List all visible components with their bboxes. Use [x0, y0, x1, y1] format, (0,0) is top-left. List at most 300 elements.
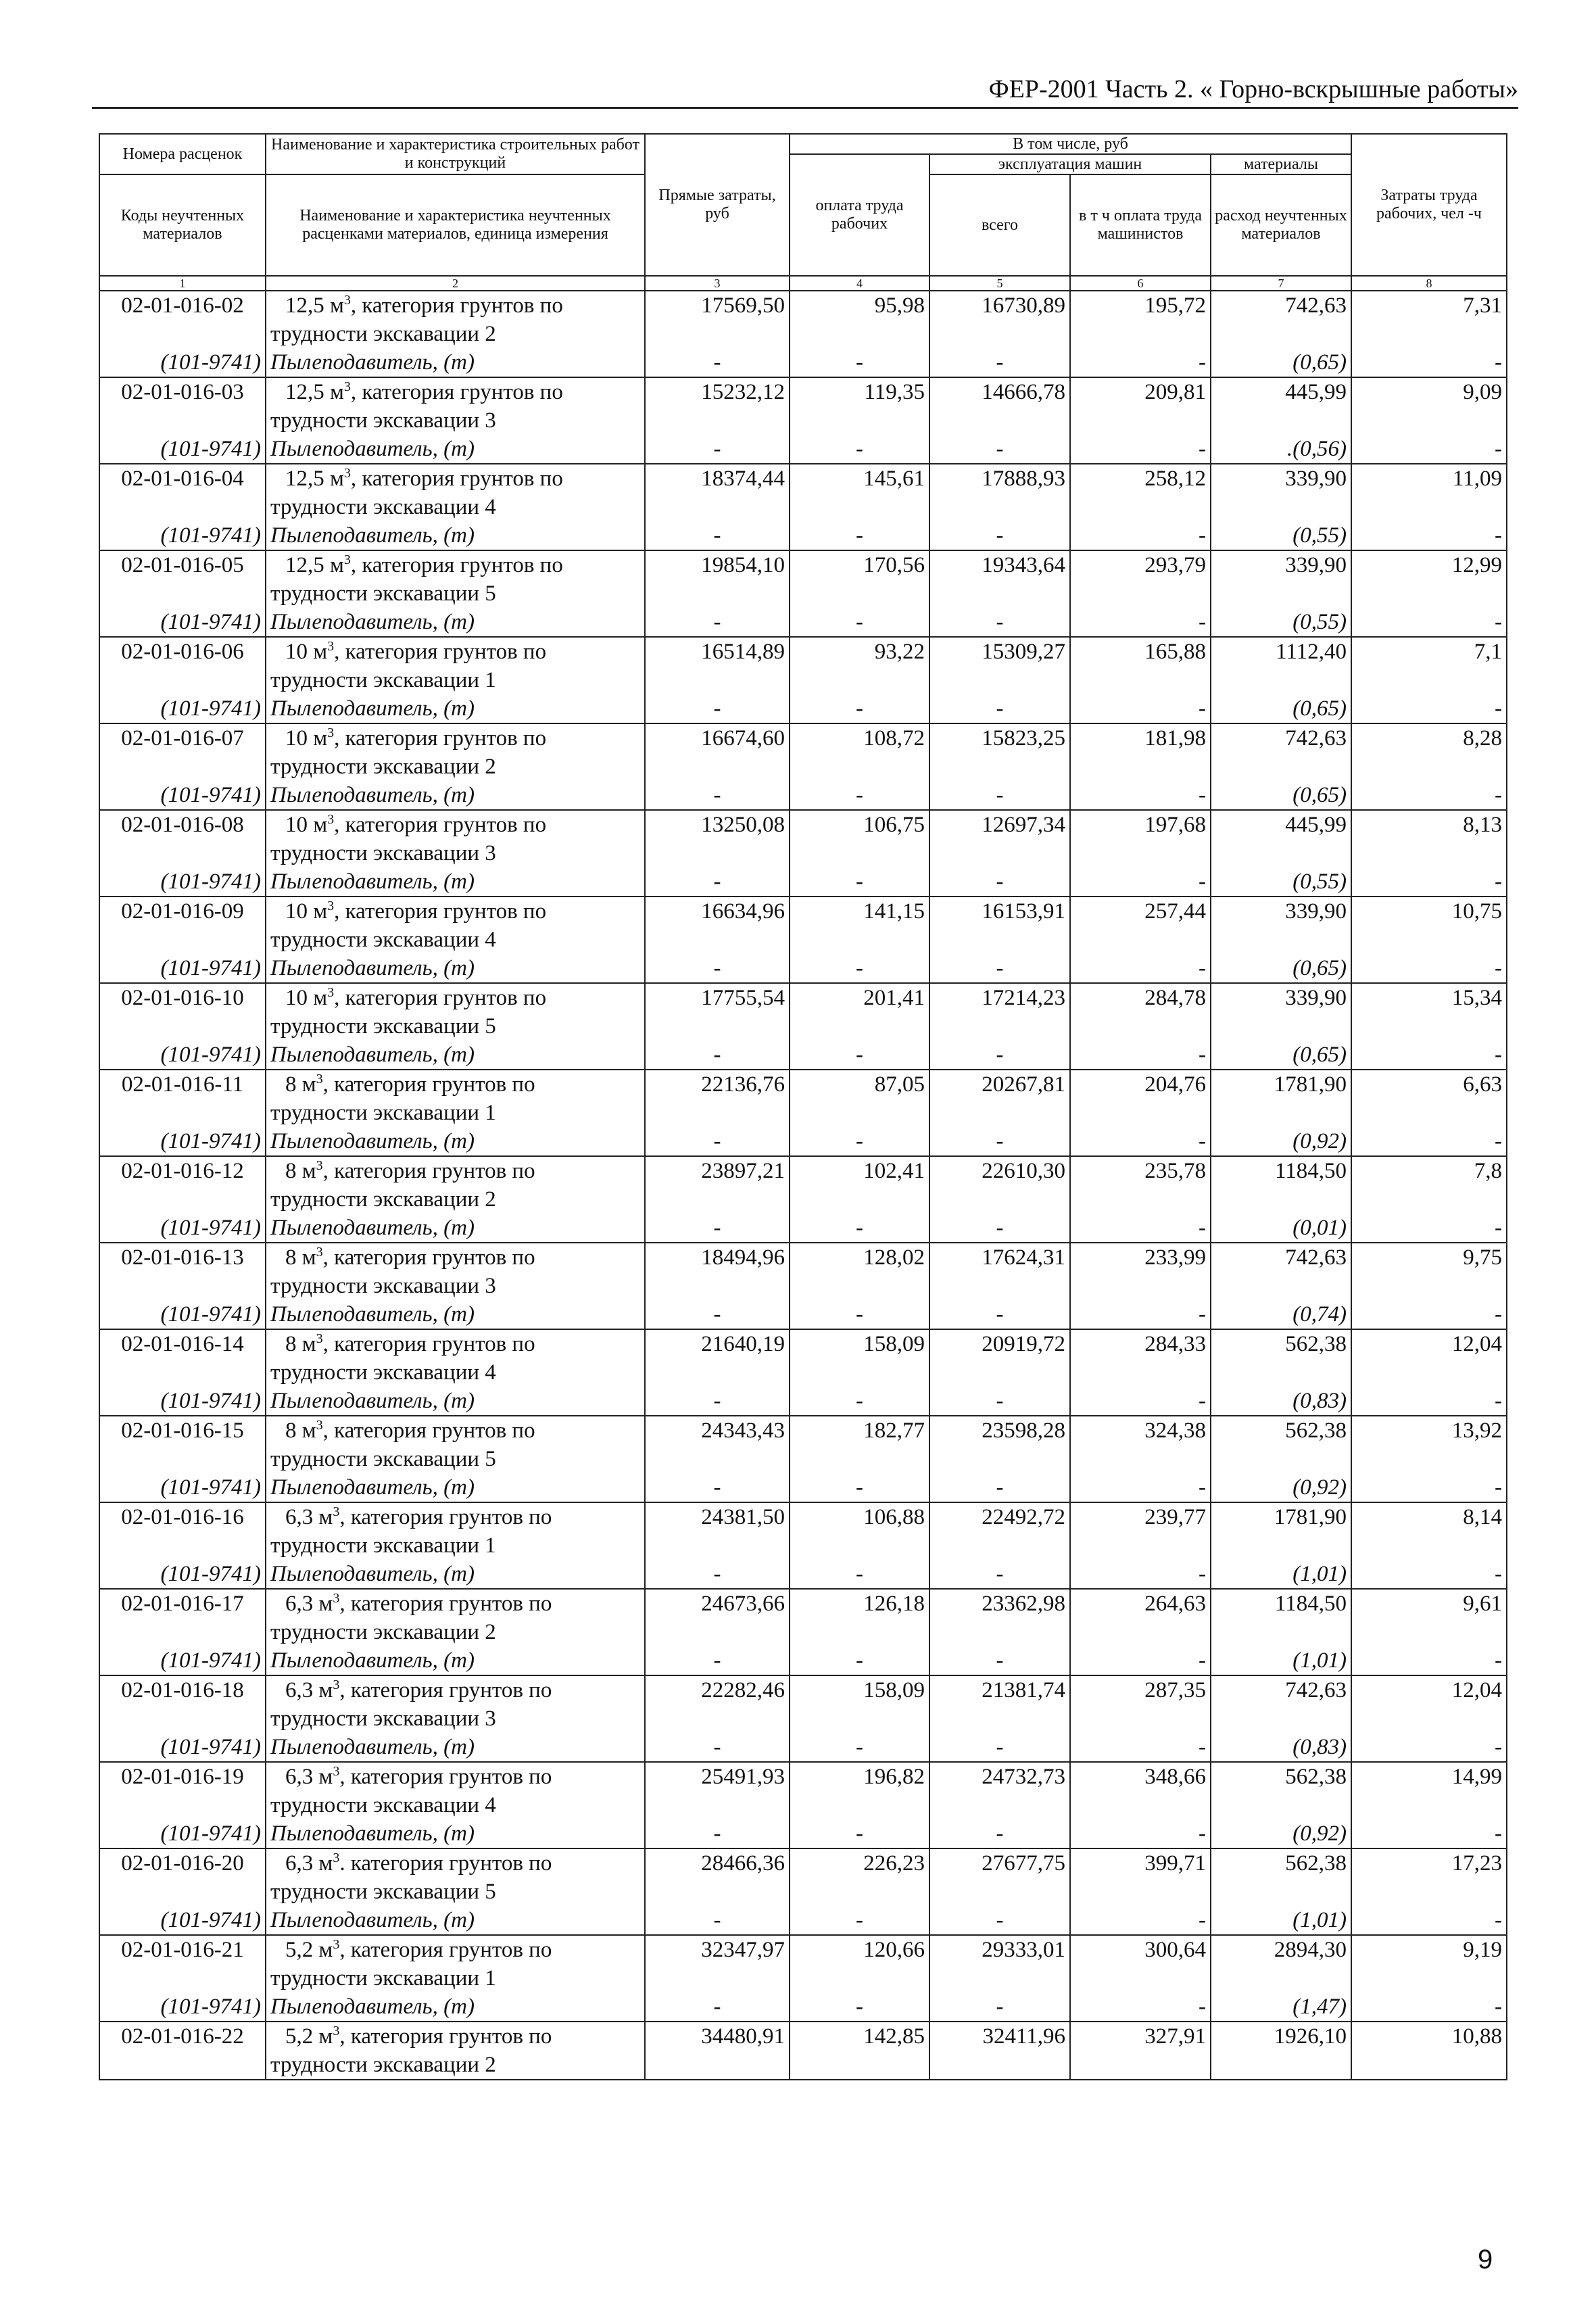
page-number: 9: [1478, 2245, 1493, 2274]
blank-cell: [99, 2051, 266, 2080]
worker-pay: 87,05: [790, 1070, 929, 1099]
dash-cell: -: [1351, 1819, 1507, 1848]
material-name: Пылеподавитель, (т): [266, 348, 645, 377]
table-row: [99, 377, 1507, 406]
blank-cell: [1070, 579, 1211, 608]
header-labor-costs: Затраты труда рабочих, чел -ч: [1351, 134, 1507, 276]
blank-cell: [99, 1531, 266, 1560]
material-quantity: (0,55): [1211, 867, 1351, 897]
table-row: [99, 1589, 1507, 1618]
materials-cost: 742,63: [1211, 291, 1351, 320]
dash-cell: -: [1070, 1127, 1211, 1156]
material-quantity: (0,55): [1211, 521, 1351, 550]
direct-costs: 22136,76: [645, 1070, 790, 1099]
table-row: [99, 839, 1507, 867]
table-row: [99, 1099, 1507, 1127]
table-row: [99, 1214, 1507, 1243]
table-row: [99, 1502, 1507, 1531]
rate-row-group: [99, 1070, 1507, 1156]
dash-cell: -: [1070, 1473, 1211, 1502]
machinist-pay: 209,81: [1070, 377, 1211, 406]
blank-cell: [645, 406, 790, 435]
blank-cell: [929, 406, 1070, 435]
size-text: 12,5 м: [285, 553, 344, 577]
table-row: [99, 1185, 1507, 1214]
work-description: [266, 1935, 645, 1964]
blank-cell: [790, 666, 929, 694]
rate-code: 02-01-016-19: [99, 1762, 266, 1791]
machine-total: 17214,23: [929, 983, 1070, 1012]
dash-cell: -: [929, 1819, 1070, 1848]
material-quantity: (0,65): [1211, 954, 1351, 983]
direct-costs: 19854,10: [645, 550, 790, 579]
blank-cell: [929, 1791, 1070, 1819]
blank-cell: [99, 320, 266, 348]
machinist-pay: 257,44: [1070, 897, 1211, 926]
machine-total: 16153,91: [929, 897, 1070, 926]
materials-cost: 1184,50: [1211, 1589, 1351, 1618]
material-code: (101-9741): [99, 1819, 266, 1848]
work-description-continued: трудности экскавации 2: [266, 320, 645, 348]
material-quantity: (0,92): [1211, 1819, 1351, 1848]
size-text: 5,2 м: [285, 2024, 333, 2049]
blank-cell: [1211, 1445, 1351, 1473]
work-description: [266, 2022, 645, 2051]
material-quantity: (1,01): [1211, 1906, 1351, 1935]
column-number: 7: [1211, 276, 1351, 291]
size-text: 6,3 м: [285, 1505, 333, 1529]
rate-code: 02-01-016-17: [99, 1589, 266, 1618]
material-name: Пылеподавитель, (т): [266, 521, 645, 550]
blank-cell: [1351, 406, 1507, 435]
description-text: , категория грунтов по: [334, 813, 547, 837]
blank-cell: [929, 926, 1070, 954]
material-name: Пылеподавитель, (т): [266, 1127, 645, 1156]
dash-cell: -: [929, 1041, 1070, 1070]
direct-costs: 16674,60: [645, 723, 790, 753]
work-description: [266, 897, 645, 926]
blank-cell: [1211, 753, 1351, 781]
dash-cell: -: [790, 1127, 929, 1156]
dash-cell: -: [790, 608, 929, 637]
table-row: [99, 1127, 1507, 1156]
dash-cell: -: [1351, 1906, 1507, 1935]
rate-row-group: [99, 637, 1507, 723]
dash-cell: -: [790, 1819, 929, 1848]
description-text: , категория грунтов по: [334, 640, 547, 664]
blank-cell: [1351, 666, 1507, 694]
worker-pay: 226,23: [790, 1848, 929, 1878]
dash-cell: -: [645, 1646, 790, 1675]
blank-cell: [790, 1704, 929, 1733]
header-machine-operation: эксплуатация машин: [929, 154, 1211, 174]
table-row: [99, 1906, 1507, 1935]
blank-cell: [790, 1185, 929, 1214]
labor-costs: 14,99: [1351, 1762, 1507, 1791]
labor-costs: 8,13: [1351, 810, 1507, 839]
labor-costs: 7,31: [1351, 291, 1507, 320]
rate-code: 02-01-016-14: [99, 1329, 266, 1358]
dash-cell: -: [929, 435, 1070, 464]
work-description-continued: трудности экскавации 4: [266, 1358, 645, 1387]
worker-pay: 120,66: [790, 1935, 929, 1964]
rate-code: 02-01-016-09: [99, 897, 266, 926]
description-text: , категория грунтов по: [334, 986, 547, 1010]
table-row: [99, 897, 1507, 926]
table-row: [99, 1473, 1507, 1502]
work-description-continued: трудности экскавации 3: [266, 1272, 645, 1300]
header-rate-numbers: Номера расценок: [99, 134, 266, 174]
direct-costs: 24343,43: [645, 1416, 790, 1445]
blank-cell: [929, 1964, 1070, 1992]
dash-cell: -: [1351, 1214, 1507, 1243]
material-code: (101-9741): [99, 348, 266, 377]
materials-cost: 742,63: [1211, 723, 1351, 753]
blank-cell: [1211, 1185, 1351, 1214]
rate-code: 02-01-016-08: [99, 810, 266, 839]
table-row: [99, 348, 1507, 377]
size-text: 6,3 м: [285, 1765, 333, 1789]
blank-cell: [790, 406, 929, 435]
table-row: [99, 1964, 1507, 1992]
blank-cell: [929, 1358, 1070, 1387]
blank-cell: [1211, 406, 1351, 435]
size-text: 6,3 м: [285, 1678, 333, 1702]
worker-pay: 158,09: [790, 1329, 929, 1358]
direct-costs: 23897,21: [645, 1156, 790, 1185]
labor-costs: 12,99: [1351, 550, 1507, 579]
size-text: 8 м: [285, 1332, 316, 1356]
rate-row-group: [99, 291, 1507, 377]
material-name: Пылеподавитель, (т): [266, 867, 645, 897]
blank-cell: [645, 1099, 790, 1127]
dash-cell: -: [645, 867, 790, 897]
blank-cell: [99, 493, 266, 521]
cubic-superscript: 3: [343, 466, 351, 481]
rate-code: 02-01-016-10: [99, 983, 266, 1012]
blank-cell: [790, 1012, 929, 1041]
size-text: 6,3 м: [285, 1592, 333, 1616]
table-row: [99, 1704, 1507, 1733]
direct-costs: 16634,96: [645, 897, 790, 926]
dash-cell: -: [1351, 1646, 1507, 1675]
blank-cell: [790, 1618, 929, 1646]
dash-cell: -: [645, 608, 790, 637]
blank-cell: [790, 839, 929, 867]
labor-costs: 10,75: [1351, 897, 1507, 926]
material-quantity: (0,65): [1211, 1041, 1351, 1070]
dash-cell: -: [645, 348, 790, 377]
material-name: Пылеподавитель, (т): [266, 1906, 645, 1935]
material-quantity: (0,55): [1211, 608, 1351, 637]
machine-total: 24732,73: [929, 1762, 1070, 1791]
blank-cell: [1351, 579, 1507, 608]
dash-cell: -: [929, 954, 1070, 983]
materials-cost: 1184,50: [1211, 1156, 1351, 1185]
blank-cell: [645, 1012, 790, 1041]
blank-cell: [790, 1878, 929, 1906]
materials-cost: 1781,90: [1211, 1502, 1351, 1531]
cubic-superscript: 3: [327, 985, 335, 1000]
work-description-continued: трудности экскавации 4: [266, 1791, 645, 1819]
table-row: [99, 320, 1507, 348]
work-description: [266, 1329, 645, 1358]
size-text: 12,5 м: [285, 293, 344, 318]
labor-costs: 7,8: [1351, 1156, 1507, 1185]
work-description-continued: трудности экскавации 5: [266, 1878, 645, 1906]
dash-cell: -: [1070, 781, 1211, 810]
direct-costs: 17569,50: [645, 291, 790, 320]
machine-total: 23362,98: [929, 1589, 1070, 1618]
machinist-pay: 181,98: [1070, 723, 1211, 753]
column-number: 6: [1070, 276, 1211, 291]
dash-cell: -: [645, 1819, 790, 1848]
blank-cell: [99, 1012, 266, 1041]
table-header: [99, 134, 1507, 291]
work-description: [266, 1156, 645, 1185]
table-row: [99, 1733, 1507, 1762]
worker-pay: 106,75: [790, 810, 929, 839]
work-description: [266, 1502, 645, 1531]
materials-cost: 339,90: [1211, 897, 1351, 926]
table-row: [99, 1646, 1507, 1675]
blank-cell: [99, 1445, 266, 1473]
material-name: Пылеподавитель, (т): [266, 1992, 645, 2022]
direct-costs: 22282,46: [645, 1675, 790, 1704]
worker-pay: 108,72: [790, 723, 929, 753]
machinist-pay: 399,71: [1070, 1848, 1211, 1878]
material-code: (101-9741): [99, 954, 266, 983]
material-name: Пылеподавитель, (т): [266, 1387, 645, 1416]
worker-pay: 182,77: [790, 1416, 929, 1445]
machinist-pay: 293,79: [1070, 550, 1211, 579]
material-name: Пылеподавитель, (т): [266, 1214, 645, 1243]
blank-cell: [1351, 1099, 1507, 1127]
dash-cell: -: [790, 1992, 929, 2022]
blank-cell: [1211, 579, 1351, 608]
work-description-continued: трудности экскавации 3: [266, 1704, 645, 1733]
dash-cell: -: [929, 1992, 1070, 2022]
header-machine-total: всего: [929, 174, 1070, 276]
dash-cell: -: [1070, 1214, 1211, 1243]
blank-cell: [1070, 406, 1211, 435]
materials-cost: 1926,10: [1211, 2022, 1351, 2051]
rate-row-group: [99, 2022, 1507, 2080]
size-text: 10 м: [285, 986, 328, 1010]
material-name: Пылеподавитель, (т): [266, 954, 645, 983]
table-row: [99, 1531, 1507, 1560]
machine-total: 27677,75: [929, 1848, 1070, 1878]
blank-cell: [929, 1099, 1070, 1127]
dash-cell: -: [1351, 954, 1507, 983]
material-name: Пылеподавитель, (т): [266, 1733, 645, 1762]
dash-cell: -: [929, 1127, 1070, 1156]
table-row: [99, 1329, 1507, 1358]
table-row: [99, 926, 1507, 954]
dash-cell: -: [790, 521, 929, 550]
dash-cell: -: [645, 781, 790, 810]
cubic-superscript: 3: [333, 1504, 340, 1519]
rate-row-group: [99, 377, 1507, 464]
blank-cell: [790, 2051, 929, 2080]
blank-cell: [99, 1099, 266, 1127]
machinist-pay: 348,66: [1070, 1762, 1211, 1791]
blank-cell: [1351, 1358, 1507, 1387]
description-text: , категория грунтов по: [350, 380, 563, 404]
material-quantity: (1,01): [1211, 1646, 1351, 1675]
size-text: 5,2 м: [285, 1938, 333, 1962]
machinist-pay: 284,78: [1070, 983, 1211, 1012]
table-row: [99, 1156, 1507, 1185]
labor-costs: 11,09: [1351, 464, 1507, 493]
column-number: 2: [266, 276, 645, 291]
blank-cell: [790, 320, 929, 348]
header-direct-costs: Прямые затраты, руб: [645, 134, 790, 276]
rate-row-group: [99, 1848, 1507, 1935]
dash-cell: -: [929, 1646, 1070, 1675]
material-code: (101-9741): [99, 1906, 266, 1935]
machine-total: 23598,28: [929, 1416, 1070, 1445]
column-number-row: [99, 276, 1507, 291]
dash-cell: -: [1070, 1387, 1211, 1416]
dash-cell: -: [790, 694, 929, 723]
blank-cell: [99, 839, 266, 867]
blank-cell: [1351, 1531, 1507, 1560]
material-quantity: (0,83): [1211, 1733, 1351, 1762]
materials-cost: 2894,30: [1211, 1935, 1351, 1964]
material-code: (101-9741): [99, 435, 266, 464]
machine-total: 12697,34: [929, 810, 1070, 839]
table-row: [99, 493, 1507, 521]
table-row: [99, 723, 1507, 753]
work-description: [266, 291, 645, 320]
material-code: (101-9741): [99, 521, 266, 550]
blank-cell: [1211, 320, 1351, 348]
table-row: [99, 666, 1507, 694]
rate-row-group: [99, 1156, 1507, 1243]
table-row: [99, 1445, 1507, 1473]
work-description-continued: трудности экскавации 2: [266, 2051, 645, 2080]
blank-cell: [1351, 493, 1507, 521]
work-description-continued: трудности экскавации 1: [266, 1964, 645, 1992]
dash-cell: -: [1070, 1733, 1211, 1762]
worker-pay: 95,98: [790, 291, 929, 320]
blank-cell: [645, 1878, 790, 1906]
work-description-continued: трудности экскавации 5: [266, 579, 645, 608]
work-description-continued: трудности экскавации 4: [266, 926, 645, 954]
material-code: (101-9741): [99, 1041, 266, 1070]
dash-cell: -: [929, 1387, 1070, 1416]
material-quantity: .(0,56): [1211, 435, 1351, 464]
blank-cell: [1070, 1878, 1211, 1906]
description-text: , категория грунтов по: [339, 1505, 552, 1529]
blank-cell: [790, 1358, 929, 1387]
dash-cell: -: [645, 521, 790, 550]
labor-costs: 7,1: [1351, 637, 1507, 666]
dash-cell: -: [1070, 1041, 1211, 1070]
blank-cell: [929, 1618, 1070, 1646]
cubic-superscript: 3: [343, 293, 351, 308]
dash-cell: -: [645, 1127, 790, 1156]
dash-cell: -: [929, 867, 1070, 897]
work-description-continued: трудности экскавации 2: [266, 753, 645, 781]
table-row: [99, 1618, 1507, 1646]
blank-cell: [1070, 1099, 1211, 1127]
blank-cell: [645, 1791, 790, 1819]
blank-cell: [1351, 1272, 1507, 1300]
work-description-continued: трудности экскавации 5: [266, 1445, 645, 1473]
labor-costs: 9,09: [1351, 377, 1507, 406]
rate-code: 02-01-016-16: [99, 1502, 266, 1531]
table-row: [99, 521, 1507, 550]
column-number: 4: [790, 276, 929, 291]
blank-cell: [790, 579, 929, 608]
material-code: (101-9741): [99, 1387, 266, 1416]
dash-cell: -: [1351, 608, 1507, 637]
blank-cell: [645, 1531, 790, 1560]
blank-cell: [1070, 926, 1211, 954]
table-row: [99, 464, 1507, 493]
direct-costs: 21640,19: [645, 1329, 790, 1358]
dash-cell: -: [790, 1473, 929, 1502]
work-description-continued: трудности экскавации 3: [266, 406, 645, 435]
cubic-superscript: 3: [343, 552, 351, 567]
rate-code: 02-01-016-12: [99, 1156, 266, 1185]
cubic-superscript: 3: [316, 1418, 323, 1433]
material-code: (101-9741): [99, 1127, 266, 1156]
machinist-pay: 233,99: [1070, 1243, 1211, 1272]
blank-cell: [645, 1704, 790, 1733]
blank-cell: [645, 320, 790, 348]
cubic-superscript: 3: [343, 379, 351, 394]
blank-cell: [99, 1618, 266, 1646]
table-row: [99, 1878, 1507, 1906]
description-text: , категория грунтов по: [322, 1072, 535, 1097]
work-description: [266, 1675, 645, 1704]
labor-costs: 9,19: [1351, 1935, 1507, 1964]
size-text: 8 м: [285, 1245, 316, 1270]
labor-costs: 6,63: [1351, 1070, 1507, 1099]
worker-pay: 142,85: [790, 2022, 929, 2051]
blank-cell: [790, 1964, 929, 1992]
table-row: [99, 1819, 1507, 1848]
material-name: Пылеподавитель, (т): [266, 1560, 645, 1589]
material-quantity: (0,65): [1211, 348, 1351, 377]
table-row: [99, 694, 1507, 723]
description-text: , категория грунтов по: [334, 899, 547, 924]
dash-cell: -: [929, 1214, 1070, 1243]
blank-cell: [1070, 1445, 1211, 1473]
blank-cell: [929, 1185, 1070, 1214]
table-row: [99, 1358, 1507, 1387]
dash-cell: -: [645, 1473, 790, 1502]
blank-cell: [99, 1964, 266, 1992]
labor-costs: 8,14: [1351, 1502, 1507, 1531]
dash-cell: -: [790, 1906, 929, 1935]
machine-total: 20919,72: [929, 1329, 1070, 1358]
blank-cell: [1070, 1618, 1211, 1646]
header-material-codes: Коды неучтенных материалов: [99, 174, 266, 276]
rate-code: 02-01-016-07: [99, 723, 266, 753]
table-row: [99, 1070, 1507, 1099]
material-code: (101-9741): [99, 1560, 266, 1589]
table-row: [99, 954, 1507, 983]
blank-cell: [1211, 1531, 1351, 1560]
dash-cell: -: [1351, 1473, 1507, 1502]
cubic-superscript: 3: [316, 1072, 323, 1087]
blank-cell: [645, 1272, 790, 1300]
rate-code: 02-01-016-22: [99, 2022, 266, 2051]
